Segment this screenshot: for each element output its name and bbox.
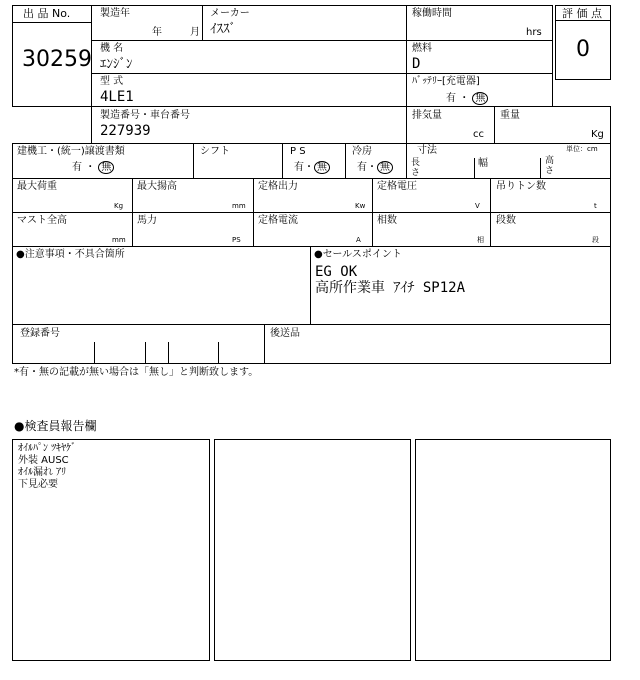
battery-options: 有 ・ 無: [446, 92, 488, 105]
ps-options: 有・ 無: [294, 161, 330, 174]
horsepower-label: 馬力: [137, 215, 157, 226]
battery-no-circled: 無: [472, 92, 488, 105]
model-name-label: 機 名: [100, 43, 124, 54]
rated-output-label: 定格出力: [258, 181, 298, 192]
specs-grid: [12, 143, 611, 247]
rated-current-label: 定格電流: [258, 215, 298, 226]
weight-unit: Kg: [591, 129, 604, 140]
hours-unit: hrs: [526, 27, 542, 38]
maker-value: ｲｽｽﾞ: [210, 22, 236, 37]
score-label: 評 価 点: [562, 7, 602, 20]
rated-output-unit: Kw: [355, 202, 366, 210]
rated-voltage-label: 定格電圧: [377, 181, 417, 192]
horsepower-unit: PS: [232, 236, 241, 244]
inspector-title: ●検査員報告欄: [14, 419, 97, 433]
shift-label: シフト: [200, 146, 230, 157]
year-label: 製造年: [100, 8, 130, 19]
cert-options: 有 ・ 無: [72, 161, 114, 174]
phase-unit: 相: [477, 236, 484, 244]
inspector-notes: [18, 443, 76, 491]
inspector-box-3: [415, 439, 611, 661]
max-load-label: 最大荷重: [17, 181, 57, 192]
sales-line-1: EG OK: [315, 264, 358, 280]
ps-label: P S: [290, 146, 306, 157]
inspector-note-line: 外装 AUSC: [18, 455, 69, 466]
hours-label: 稼働時間: [412, 8, 452, 19]
type-label: 型 式: [100, 76, 124, 87]
fuel-value: D: [412, 56, 421, 72]
max-lift-unit: mm: [232, 202, 246, 210]
inspector-note-line: ｵｲﾙﾊﾟﾝ ﾂｷﾔｹﾞ: [18, 443, 77, 454]
ps-no-circled: 無: [314, 161, 330, 174]
sales-line-2: 高所作業車 ｱｲﾁ SP12A: [315, 280, 466, 296]
cooler-no-circled: 無: [377, 161, 393, 174]
cert-label: 建機工・(統一)譲渡書類: [17, 146, 125, 157]
lot-number-label: 出 品 No.: [23, 7, 71, 20]
inspector-box-2: [214, 439, 411, 661]
battery-label: ﾊﾞｯﾃﾘｰ[充電器]: [412, 76, 480, 87]
mast-height-unit: mm: [112, 236, 126, 244]
maker-label: メーカー: [210, 8, 250, 19]
rated-voltage-unit: V: [475, 202, 480, 210]
displacement-label: 排気量: [412, 110, 442, 121]
crane-ton-label: 吊りトン数: [496, 181, 546, 192]
registration-section: [12, 324, 611, 364]
score-value: 0: [576, 37, 590, 62]
year-unit: 年: [152, 27, 162, 38]
inspector-note-line: ｵｲﾙ漏れ ｱﾘ: [18, 467, 67, 478]
lot-number-value: 30259: [22, 47, 92, 72]
caution-label: ●注意事項・不具合箇所: [16, 249, 125, 260]
max-lift-label: 最大揚高: [137, 181, 177, 192]
displacement-unit: cc: [473, 129, 484, 140]
height-label: 高さ: [545, 156, 555, 176]
crane-ton-unit: t: [594, 202, 597, 210]
serial-value: 227939: [100, 123, 151, 139]
sales-label: ●セールスポイント: [314, 249, 402, 260]
battery-yes: 有: [446, 93, 456, 104]
cooler-options: 有・ 無: [357, 161, 393, 174]
mast-height-label: マスト全高: [17, 215, 67, 226]
length-label: 長さ: [411, 158, 421, 178]
type-value: 4LE1: [100, 89, 134, 105]
phase-label: 相数: [377, 215, 397, 226]
width-label: 幅: [478, 158, 488, 169]
dimension-unit: 単位：cm: [566, 145, 598, 153]
month-unit: 月: [190, 27, 200, 38]
max-load-unit: Kg: [114, 202, 124, 210]
inspector-note-line: 下見必要: [18, 479, 58, 490]
dimension-label: 寸法: [417, 145, 437, 156]
fuel-label: 燃料: [412, 43, 432, 54]
steps-label: 段数: [496, 215, 516, 226]
rated-current-unit: A: [356, 236, 361, 244]
weight-label: 重量: [500, 110, 520, 121]
serial-label: 製造番号・車台番号: [100, 110, 190, 121]
cooler-label: 冷房: [352, 146, 372, 157]
shipping-label: 後送品: [270, 328, 300, 339]
footnote: *有・無の記載が無い場合は「無し」と判断致します。: [14, 367, 259, 378]
model-name-value: ｴﾝｼﾞﾝ: [100, 57, 133, 72]
cert-no-circled: 無: [98, 161, 114, 174]
steps-unit: 段: [592, 236, 599, 244]
registration-label: 登録番号: [20, 328, 60, 339]
